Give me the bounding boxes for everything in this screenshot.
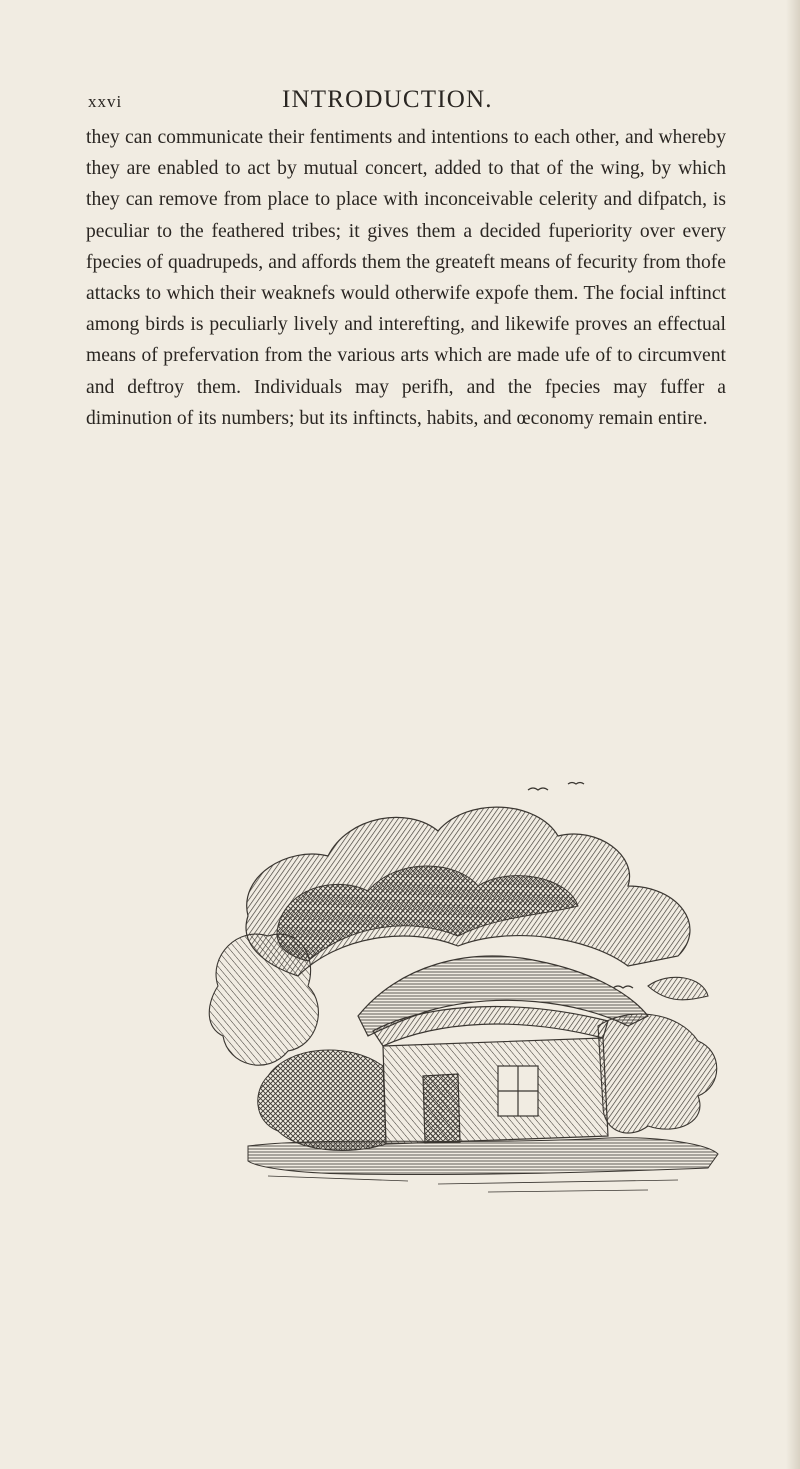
body-paragraph: they can communicate their fentiments and intentions to each other, and whereby they are enabled to act by mutual concert, added to that of the wing, by which they can remove from place to place with inconceivable celerity and difpatch, is peculiar to the feathered tribes; it gives them a decided fuperiority over every fpecies of quadrupeds, and affords them the greateft means of fecurity from thofe attacks to which their weaknefs would otherwife expofe them. The focial inftinct among birds is peculiarly lively and interefting, and likewife proves an effectual means of prefervation from the various arts which are made ufe of to circumvent and deftroy them. Individuals may perifh, and the fpecies may fuffer a diminution of its numbers; but its inftincts, habits, and œconomy remain entire. (86, 127, 726, 429)
ground (248, 1138, 718, 1192)
page-edge-shadow (786, 0, 800, 1469)
page-header (88, 86, 728, 116)
engraved-vignette (208, 776, 728, 1236)
running-head: INTRODUCTION. (282, 86, 493, 113)
left-bushes (258, 1050, 386, 1150)
hut-wall (383, 1038, 608, 1144)
page-number: xxvi (88, 92, 123, 111)
left-tree (209, 934, 318, 1065)
